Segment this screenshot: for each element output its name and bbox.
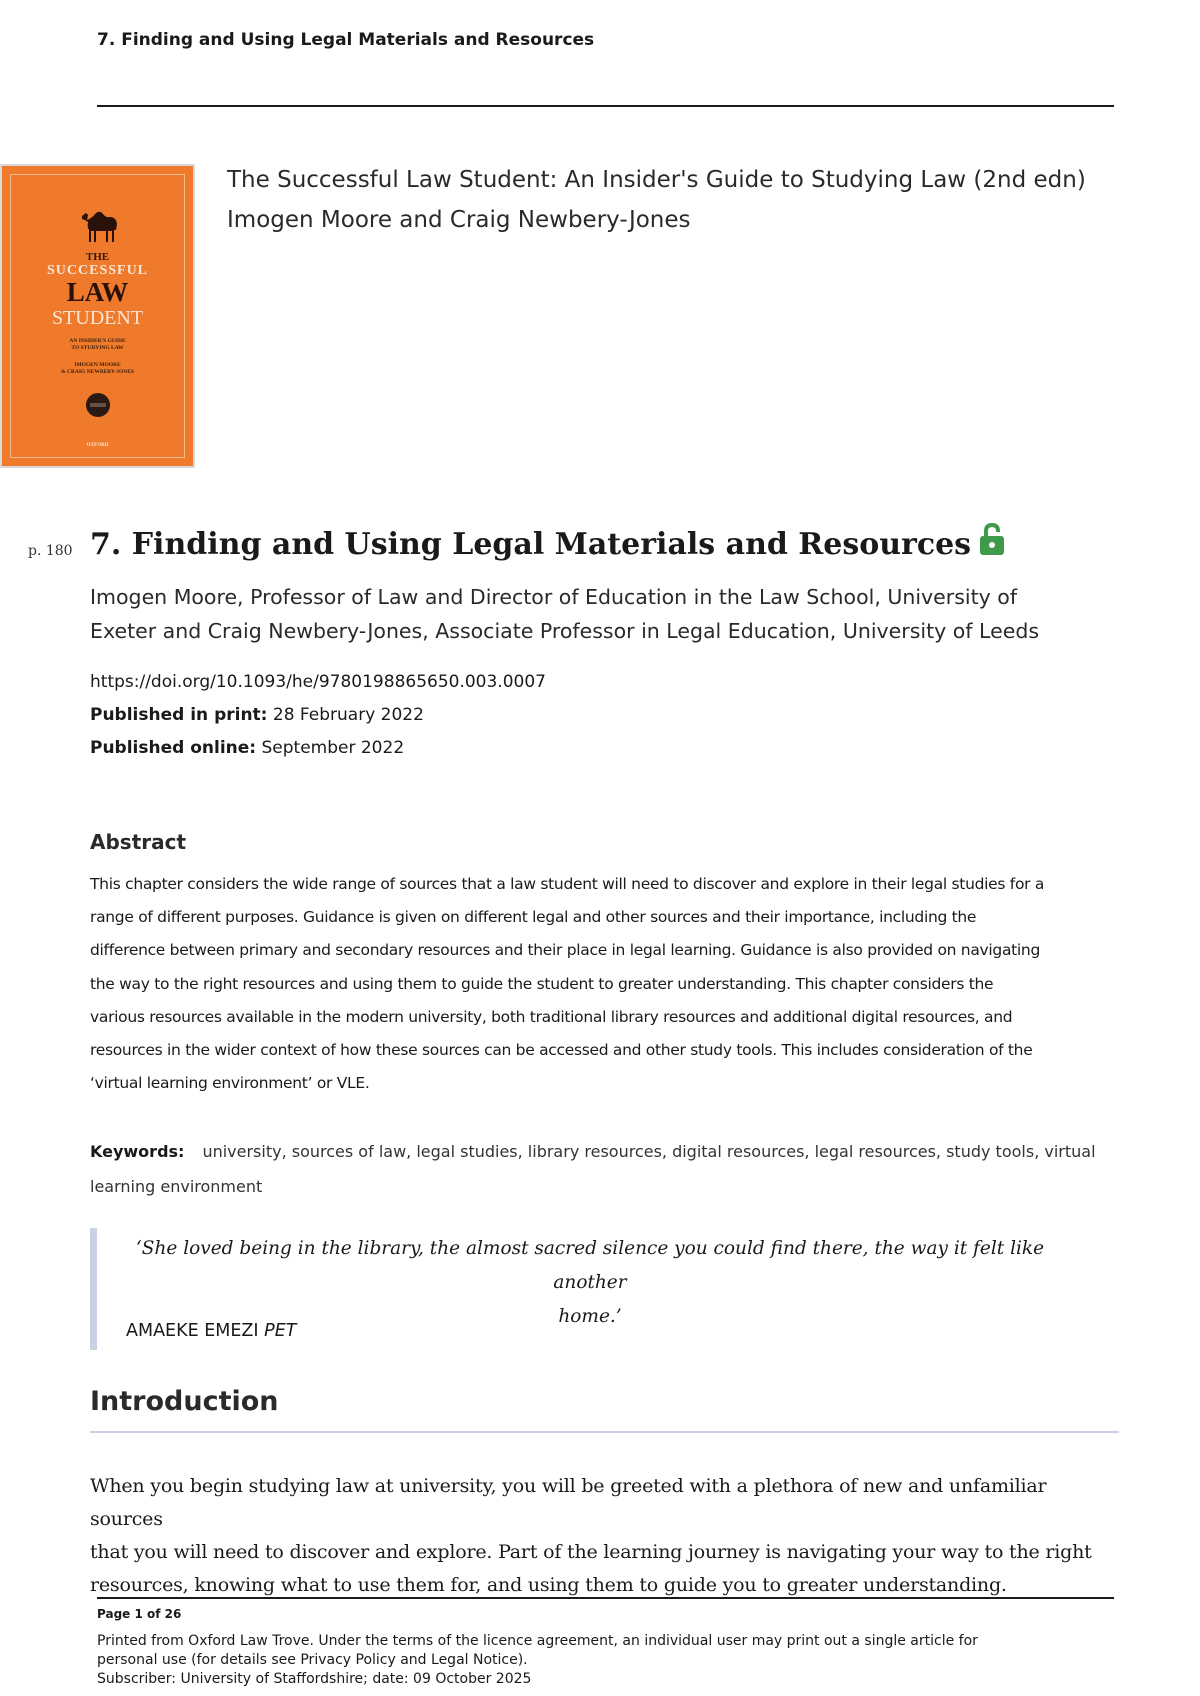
cover-tagline-line: TO STUDYING LAW xyxy=(71,345,124,351)
book-cover xyxy=(0,164,195,468)
epigraph-quote-line: ‘She loved being in the library, the almost sacred silence you could find there, the way it felt like another xyxy=(135,1238,1045,1293)
epigraph-bar xyxy=(90,1228,97,1350)
epigraph-quote xyxy=(130,1232,1050,1334)
footer-divider xyxy=(97,1597,1114,1599)
published-print-value: 28 February 2022 xyxy=(272,705,424,725)
introduction-line: that you will need to discover and explore. Part of the learning journey is navigating your way to the right xyxy=(90,1541,1092,1563)
cover-law: LAW xyxy=(66,277,129,307)
book-info xyxy=(227,160,1086,240)
keywords xyxy=(90,1134,1116,1204)
abstract-line: the way to the right resources and using them to guide the student to greater understanding. This chapter considers the xyxy=(90,974,994,993)
chapter-title-text: 7. Finding and Using Legal Materials and Resources xyxy=(90,527,972,562)
epigraph-quote-line: home.’ xyxy=(558,1306,622,1327)
cover-successful: SUCCESSFUL xyxy=(46,263,149,278)
footer-line: Subscriber: University of Staffordshire; date: 09 October 2025 xyxy=(97,1671,532,1687)
abstract-line: range of different purposes. Guidance is given on different legal and other sources and their importance, including the xyxy=(90,908,977,927)
abstract-line: This chapter considers the wide range of sources that a law student will need to discover and explore in their legal studies for a xyxy=(90,875,1045,893)
epigraph-work: PET xyxy=(264,1321,297,1341)
page-marker: p. 180 xyxy=(28,543,73,559)
abstract-line: ‘virtual learning environment’ or VLE. xyxy=(90,1074,370,1093)
cover-publisher: OXFORD xyxy=(86,443,109,448)
cover-the: THE xyxy=(85,251,110,263)
cover-authors xyxy=(2,362,193,376)
chapter-title xyxy=(90,522,1005,562)
introduction-line: When you begin studying law at university, you will be greeted with a plethora of new and unfamiliar sources xyxy=(90,1475,1047,1530)
footer-line: personal use (for details see Privacy Policy and Legal Notice). xyxy=(97,1652,528,1668)
camel-icon xyxy=(78,208,120,244)
abstract-text xyxy=(90,868,1116,1100)
published-online-value: September 2022 xyxy=(261,738,405,758)
epigraph-author: AMAEKE EMEZI xyxy=(126,1321,259,1341)
running-head: 7. Finding and Using Legal Materials and Resources xyxy=(97,30,595,50)
epigraph-attribution xyxy=(126,1321,296,1341)
doi-link[interactable]: https://doi.org/10.1093/he/9780198865650.003.0007 xyxy=(90,672,546,692)
cover-author-line: IMOGEN MOORE xyxy=(74,362,121,368)
published-online-label: Published online: xyxy=(90,738,257,758)
cover-tagline xyxy=(2,338,193,352)
abstract-line: resources in the wider context of how these sources can be accessed and other study tools. This includes consideration of the xyxy=(90,1041,1033,1060)
chapter-authors xyxy=(90,580,1110,648)
introduction-heading: Introduction xyxy=(90,1386,279,1417)
footer-page-number: Page 1 of 26 xyxy=(97,1607,182,1621)
footer-line: Printed from Oxford Law Trove. Under the terms of the licence agreement, an individual user may print out a single article for xyxy=(97,1633,978,1649)
edition-badge-mark xyxy=(90,403,106,407)
keywords-list-continued[interactable]: learning environment xyxy=(90,1177,263,1196)
abstract-line: various resources available in the modern university, both traditional library resources and additional digital resources, and xyxy=(90,1007,1013,1026)
keywords-label: Keywords: xyxy=(90,1142,185,1161)
book-authors: Imogen Moore and Craig Newbery-Jones xyxy=(227,207,691,233)
published-print xyxy=(90,705,424,725)
cover-student: STUDENT xyxy=(51,307,144,329)
chapter-authors-line: Exeter and Craig Newbery-Jones, Associate Professor in Legal Education, University of Leeds xyxy=(90,619,1040,643)
published-online xyxy=(90,738,404,758)
published-print-label: Published in print: xyxy=(90,705,268,725)
cover-author-line: & CRAIG NEWBERY-JONES xyxy=(61,369,134,375)
chapter-authors-line: Imogen Moore, Professor of Law and Director of Education in the Law School, University of xyxy=(90,585,1018,609)
book-title[interactable]: The Successful Law Student: An Insider's Guide to Studying Law (2nd edn) xyxy=(227,167,1086,193)
footer-notice xyxy=(97,1632,1114,1689)
header-divider xyxy=(97,105,1114,107)
introduction-text xyxy=(90,1470,1120,1602)
abstract-line: difference between primary and secondary resources and their place in legal learning. Guidance is also provided on navigating xyxy=(90,941,1040,960)
open-access-unlock-icon xyxy=(979,522,1005,556)
cover-tagline-line: AN INSIDER'S GUIDE xyxy=(69,338,126,344)
introduction-line: resources, knowing what to use them for, and using them to guide you to greater understanding. xyxy=(90,1574,1007,1596)
abstract-heading: Abstract xyxy=(90,830,187,854)
keywords-list[interactable]: university, sources of law, legal studies, library resources, digital resources, legal resources, study tools, virtual xyxy=(202,1142,1096,1161)
introduction-divider xyxy=(90,1431,1119,1433)
keywords-line xyxy=(90,1134,1116,1169)
